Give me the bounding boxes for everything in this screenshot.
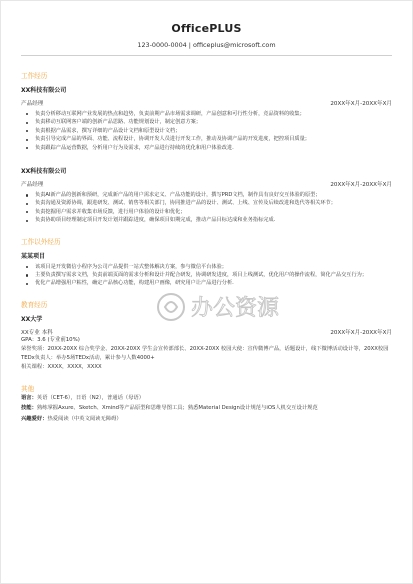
other-label: 技能： bbox=[21, 405, 37, 412]
job-period: 20XX年X月-20XX年X月 bbox=[330, 182, 392, 189]
other-value: 熟练掌握Axure、Sketch、Xmind等产品原型和思维导图工具；熟悉Material Design设计规范与iOS人机交互设计规范 bbox=[36, 405, 318, 412]
other-label: 兴趣爱好： bbox=[21, 415, 48, 422]
project-name: 某某项目 bbox=[21, 252, 46, 260]
list-item: 负责移动互联网客户端的创新产品思路、功能规划设计，制定创意方案； bbox=[31, 118, 392, 126]
contact-line: 123-0000-0004 | officeplus@microsoft.com bbox=[137, 41, 276, 49]
job-meta bbox=[21, 99, 392, 107]
candidate-name: OfficePLUS bbox=[171, 22, 242, 35]
list-item: 负责AI新产品的创新和预研，完成新产品的用户需求定义、产品功能的设计，撰写PRD文档，制作具有良好交互体验的原型； bbox=[31, 191, 392, 199]
job-bullets bbox=[21, 191, 392, 225]
other-hobbies bbox=[21, 414, 392, 425]
other-skills bbox=[21, 403, 392, 414]
section-title-work: 工作经历 bbox=[21, 72, 48, 80]
other-value: 英语（CET-6），日语（N2），普通话（母语） bbox=[36, 394, 145, 401]
project-bullets bbox=[21, 263, 392, 288]
other-language bbox=[21, 393, 392, 404]
list-item: 负责分析移动互联网产业发展的热点和趋势，负责前期产品市场需求调研，产品创意和可行性分析，竞品资料的收集； bbox=[31, 110, 392, 118]
list-item: 负责挖掘用户需求并收集市场反馈，进行用户体验的设计和优化； bbox=[31, 208, 392, 216]
other-label: 语言： bbox=[21, 394, 37, 401]
school-name: XX大学 bbox=[21, 315, 43, 323]
list-item: 负责根据产品需求，撰写详细的产品设计文档和原型设计文档； bbox=[31, 127, 392, 135]
list-item: 优化产品增强用户粘性，确定产品核心功能，构建用户画像，研究用户让产品进行分析. bbox=[31, 279, 392, 287]
list-item: 负责协助项目经理制定项目开发计划并跟踪进度，确保项目如期完成，推动产品目标达成和业务指标完成. bbox=[31, 216, 392, 224]
list-item: 负责跟踪产品运营数据，分析用户行为及需求，对产品进行持续的优化和用户体验改进. bbox=[31, 144, 392, 152]
section-title-extra: 工作以外经历 bbox=[21, 237, 61, 246]
job-entry bbox=[21, 166, 392, 225]
education-gpa: GPA：3.6 (专业前10%) bbox=[21, 336, 80, 343]
job-meta bbox=[21, 180, 392, 188]
education-meta bbox=[21, 328, 392, 336]
list-item: 负责沟通及资源协调，跟进研发、测试、销售等相关部门，协同推进产品的设计、测试、上线、宣传及后续改进和迭代等相关环节； bbox=[31, 199, 392, 207]
job-position: 产品经理 bbox=[21, 101, 44, 107]
list-item: 主要负责撰写需求文档，负责前端页面的需求分析和设计并配合研发，协调研发进度，项目上线测试，优化用户的操作流程，简化产品交互行为； bbox=[31, 271, 392, 279]
company-name: XX科技有限公司 bbox=[21, 168, 67, 176]
education-courses: 相关课程：XXXX，XXXX，XXXX bbox=[21, 363, 102, 370]
education-period: 20XX年X月-20XX年X月 bbox=[330, 329, 392, 336]
header-divider bbox=[21, 55, 392, 56]
company-name: XX科技有限公司 bbox=[21, 87, 67, 94]
education-major: XX专业 本科 bbox=[21, 329, 53, 336]
list-item: 负责引导完成产品的界面、功能、流程设计，协调开发人员进行开发工作，推动及协调产品的开发进度，把控项目质量； bbox=[31, 135, 392, 143]
job-position: 产品经理 bbox=[21, 182, 44, 189]
list-item: 该项目是开发微信小程序为公司产品提供一站式整体解决方案，参与微信平台体验； bbox=[31, 263, 392, 271]
section-title-other: 其他 bbox=[21, 384, 35, 393]
education-honors: 荣誉奖项：20XX-20XX 综合奖学金、20XX-20XX 学生会宣传部部长、20XX-20XX 校园大使：宣传微博产品，话题设计，线下微博活动设计等，20XX校园TEDx负责人：举办5场TEDx活动，累计参与人数4000+ bbox=[21, 345, 389, 361]
job-entry bbox=[21, 85, 392, 152]
job-period: 20XX年X月-20XX年X月 bbox=[330, 101, 392, 107]
section-title-education: 教育经历 bbox=[21, 300, 48, 309]
job-bullets bbox=[21, 110, 392, 152]
watermark-text: 办公资源 bbox=[191, 296, 280, 321]
other-value: 热爱阅读（中英文阅读无障碍） bbox=[47, 415, 122, 422]
